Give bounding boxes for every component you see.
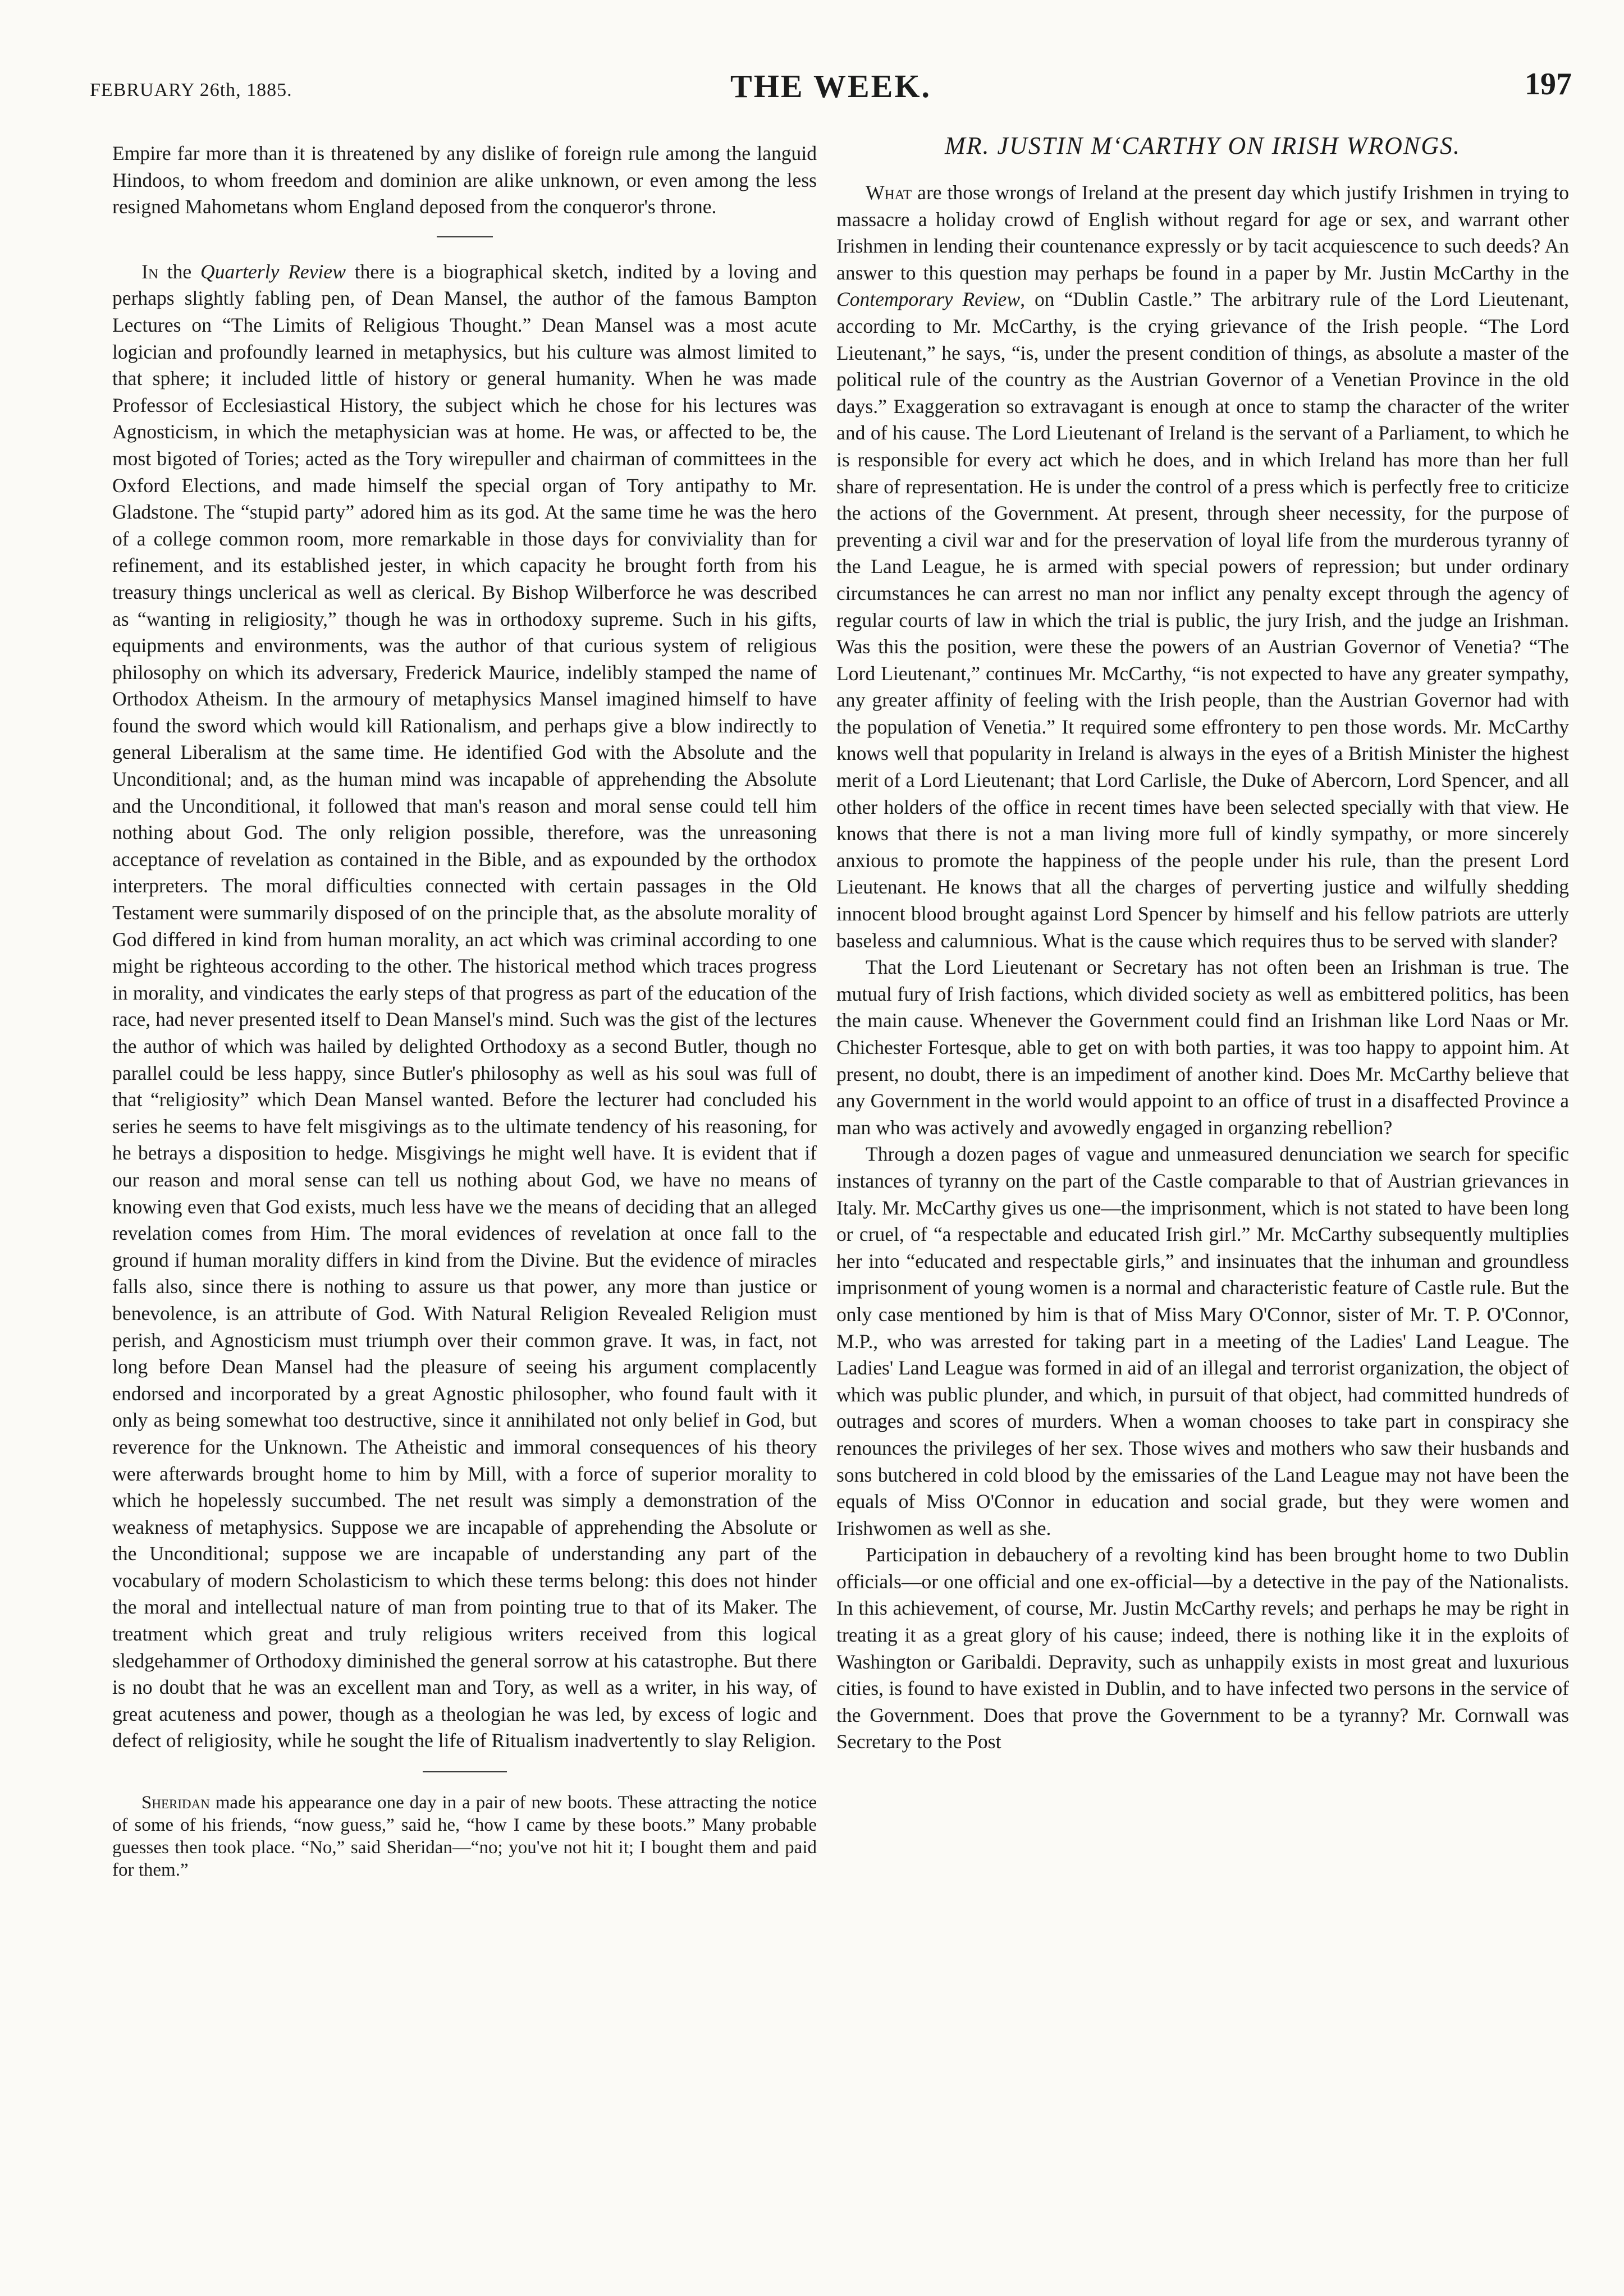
- page-header: [90, 63, 1572, 108]
- right-column: [836, 130, 1569, 1756]
- left-column: [112, 140, 817, 1881]
- paragraph-lead: Sheridan: [141, 1793, 210, 1813]
- article-paragraph: That the Lord Lieutenant or Secretary has not often been an Irishman is true. The mutual fury of Irish factions, which divided society as well as embittered politics, has been the main cause. Whenever the Government could find an Irishman like Lord Naas or Mr. Chichester Fortesque, able to get on with both parties, it was too happy to appoint him. At present, no doubt, there is an impediment of another kind. Does Mr. McCarthy believe that any Government in the world would appoint to an office of trust in a disaffected Province a man who was actively and avowedly engaged in organzing rebellion?: [836, 956, 1569, 1139]
- paragraph-lead: What: [866, 181, 912, 204]
- section-divider: [437, 236, 493, 237]
- mansel-paragraph: In the Quarterly Review there is a biographical sketch, indited by a loving and perhaps slightly fabling pen, of Dean Mansel, the author of the famous Bampton Lectures on “The Limits of Religious Thought.” Dean Mansel was a most acute logician and profoundly learned in metaphysics, but his culture was almost limited to that sphere; it included little of history or general humanity. When he was made Professor of Ecclesiastical History, the subject which he chose for his lectures was Agnosticism, in which the metaphysician was at home. He was, or affected to be, the most bigoted of Tories; acted as the Tory wirepuller and chairman of committees in the Oxford Elections, and made himself the special organ of Tory antipathy to Mr. Gladstone. The “stupid party” adored him as its god. At the same time he was the hero of a college common room, more remarkable in those days for conviviality than for refinement, and its established jester, in which capacity he brought forth from his treasury things unclerical as well as clerical. By Bishop Wilberforce he was described as “wanting in religiosity,” though he was in orthodoxy supreme. Such in his gifts, equipments and environments, was the author of that curious system of religious philosophy on which its adversary, Frederick Maurice, indelibly stamped the name of Orthodox Atheism. In the armoury of metaphysics Mansel imagined himself to have found the sword which would kill Rationalism, and perhaps give a blow indirectly to general Liberalism at the same time. He identified God with the Absolute and the Unconditional; and, as the human mind was incapable of apprehending the Absolute and the Unconditional, it followed that man's reason and moral sense could tell him nothing about God. The only religion possible, therefore, was the unreasoning acceptance of revelation as contained in the Bible, and as expounded by the orthodox interpreters. The moral difficulties connected with certain passages in the Old Testament were summarily disposed of on the principle that, as the absolute morality of God differed in kind from human morality, an act which was criminal according to one might be righteous according to the other. The historical method which traces progress in morality, and vindicates the early steps of that progress as part of the education of the race, had never presented itself to Dean Mansel's mind. Such was the gist of the lectures the author of which was hailed by delighted Orthodoxy as a second Butler, though no parallel could be less happy, since Butler's philosophy as well as his soul was full of that “religiosity” which Dean Mansel wanted. Before the lecturer had concluded his series he seems to have felt misgivings as to the ultimate tendency of his reasoning, for he betrays a disposition to hedge. Misgivings he might well have. It is evident that if our reason and moral sense can tell us nothing about God, we have no means of knowing even that God exists, much less have we the means of deciding that an alleged revelation comes from Him. The moral evidences of revelation at once fall to the ground if human morality differs in kind from the Divine. But the evidence of miracles falls also, since there is nothing to assure us that power, any more than justice or benevolence, is an attribute of God. With Natural Religion Revealed Religion must perish, and Agnosticism must triumph over their common grave. It was, in fact, not long before Dean Mansel had the pleasure of seeing his argument complacently endorsed and incorporated by a great Agnostic philosopher, who found fault with it only as being somewhat too destructive, since it annihilated not only belief in God, but reverence for the Unknown. The Atheistic and immoral consequences of his theory were afterwards brought home to him by Mill, with a force of superior morality to which he hopelessly succumbed. The net result was simply a demonstration of the weakness of metaphysics. Suppose we are incapable of apprehending the Absolute or the Unconditional; suppose we are incapable of understanding any part of the vocabulary of modern Scholasticism to which these terms belong: this does not hinder the moral and intellectual nature of man from pointing true to that of its Maker. The treatment which great and truly religious writers received from this logical sledgehammer of Orthodoxy diminished the general sorrow at his catastrophe. But there is no doubt that he was an excellent man and Tory, as well as a writer, in his way, of great acuteness and power, though as a theologian he was led, by excess of logic and defect of religiosity, while he sought the life of Ritualism inadvertently to slay Religion.: [112, 260, 817, 1752]
- sheridan-anecdote: Sheridan made his appearance one day in a pair of new boots. These attracting the notice of some of his friends, “now guess,” said he, “how I came by these boots.” Many probable guesses then took place. “No,” said Sheridan—“no; you've not hit it; I bought them and paid for them.”: [112, 1793, 817, 1881]
- article-paragraph: What are those wrongs of Ireland at the present day which justify Irishmen in trying to massacre a holiday crowd of English without regard for age or sex, and warrant other Irishmen in lending their countenance expressly or by tacit acquiescence to such deeds? An answer to this question may perhaps be found in a paper by Mr. Justin McCarthy in the Contemporary Review, on “Dublin Castle.” The arbitrary rule of the Lord Lieutenant, according to Mr. McCarthy, is the crying grievance of the Irish people. “The Lord Lieutenant,” he says, “is, under the present condition of things, as absolute a master of the political rule of the country as the Austrian Governor of a Venetian Province in the old days.” Exaggeration so extravagant is enough at once to stamp the character of the writer and of his cause. The Lord Lieutenant of Ireland is the servant of a Parliament, to which he is responsible for every act which he does, and in which Ireland has more than her full share of representation. He is under the control of a press which is perfectly free to criticize the actions of the Government. At present, through sheer necessity, for the purpose of preventing a civil war and for the preservation of loyal life from the murderous tyranny of the Land League, he is armed with special powers of repression; but under ordinary circumstances he can arrest no man nor inflict any penalty except through the agency of regular courts of law in which the trial is public, the jury Irish, and the judge an Irishman. Was this the position, were these the powers of an Austrian Governor of Venetia? “The Lord Lieutenant,” continues Mr. McCarthy, “is not expected to have any greater sympathy, any greater affinity of feeling with the Irish people, than the Austrian Governor had with the population of Venetia.” It required some effrontery to pen those words. Mr. McCarthy knows well that popularity in Ireland is always in the eyes of a British Minister the highest merit of a Lord Lieutenant; that Lord Carlisle, the Duke of Abercorn, Lord Spencer, and all other holders of the office in recent times have been selected specially with that view. He knows that there is not a man living more full of kindly sympathy, or more sincerely anxious to promote the happiness of the people under his rule, than the present Lord Lieutenant. He knows that all the charges of perverting justice and wilfully shedding innocent blood brought against Lord Spencer by himself and his fellow patriots are utterly baseless and calumnious. What is the cause which requires thus to be served with slander?: [836, 181, 1569, 952]
- journal-name: Contemporary Review: [836, 288, 1021, 311]
- paragraph-lead: In: [141, 260, 158, 283]
- publication-title: THE WEEK.: [730, 68, 931, 104]
- continued-paragraph: Empire far more than it is threatened by any dislike of foreign rule among the languid Hindoos, to whom freedom and dominion are alike unknown, or even among the less resigned Mahometans whom England deposed from the conqueror's throne.: [112, 142, 817, 218]
- issue-date: FEBRUARY 26th, 1885.: [90, 80, 292, 100]
- section-divider: [423, 1771, 507, 1772]
- article-paragraph: Through a dozen pages of vague and unmeasured denunciation we search for specific instances of tyranny on the part of the Castle comparable to that of Austrian grievances in Italy. Mr. McCarthy gives us one—the imprisonment, which is not stated to have been long or cruel, of “a respectable and educated Irish girl.” Mr. McCarthy subsequently multiplies her into “educated and respectable girls,” and insinuates that the inhuman and groundless imprisonment of young women is a normal and characteristic feature of Castle rule. But the only case mentioned by him is that of Miss Mary O'Connor, sister of Mr. T. P. O'Connor, M.P., who was arrested for taking part in a meeting of the Ladies' Land League. The Ladies' Land League was formed in aid of an illegal and terrorist organization, the object of which was public plunder, and which, in pursuit of that object, had committed hundreds of outrages and scores of murders. When a woman chooses to take part in conspiracy she renounces the privileges of her sex. Those wives and mothers who saw their husbands and sons butchered in cold blood by the emissaries of the Land League may not have been the equals of Miss O'Connor in education and social grade, but they were women and Irishwomen as well as she.: [836, 1143, 1569, 1539]
- article-title: MR. JUSTIN M‘CARTHY ON IRISH WRONGS.: [945, 132, 1461, 159]
- journal-name: Quarterly Review: [200, 260, 346, 283]
- page-number: 197: [1525, 67, 1572, 102]
- article-paragraph: Participation in debauchery of a revolting kind has been brought home to two Dublin officials—or one official and one ex-official—by a detective in the pay of the Nationalists. In this achievement, of course, Mr. Justin McCarthy revels; and perhaps he may be right in treating it as a great glory of his cause; indeed, there is nothing like it in the exploits of Washington or Garibaldi. Depravity, such as unhappily exists in most great and luxurious cities, is found to have existed in Dublin, and to have infected two persons in the service of the Government. Does that prove the Government to be a tyranny? Mr. Cornwall was Secretary to the Post: [836, 1543, 1569, 1753]
